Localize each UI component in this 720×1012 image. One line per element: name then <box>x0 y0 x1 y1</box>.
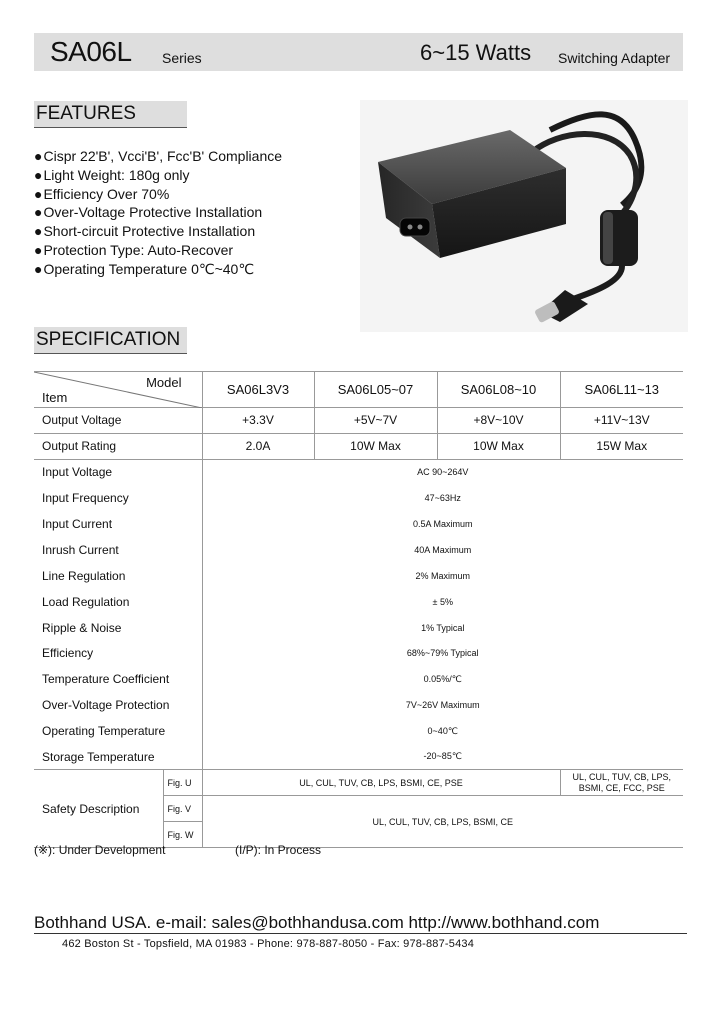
table-cell: 10W Max <box>437 433 560 459</box>
footer-company-line: Bothhand USA. e-mail: sales@bothhandusa.com http://www.bothhand.com <box>34 913 600 932</box>
title-bar <box>34 33 683 71</box>
table-row <box>34 641 683 667</box>
table-row <box>34 537 683 563</box>
bullet-icon: ● <box>34 166 43 183</box>
feature-item: ●Light Weight: 180g only <box>34 166 190 183</box>
features-heading: FEATURES <box>34 101 187 127</box>
table-row <box>34 408 683 434</box>
table-cell: 15W Max <box>560 433 683 459</box>
row-label: Output Voltage <box>34 408 202 434</box>
header-item-label: Item <box>42 390 68 405</box>
table-cell: 0.5A Maximum <box>202 511 683 537</box>
feature-item: ●Operating Temperature 0℃~40℃ <box>34 260 255 277</box>
feature-item: ●Protection Type: Auto-Recover <box>34 241 234 258</box>
specification-table <box>34 371 683 848</box>
row-label: Load Regulation <box>42 594 130 609</box>
row-label: Efficiency <box>42 646 94 661</box>
row-label: Output Rating <box>34 433 202 459</box>
row-label: Input Current <box>42 517 113 531</box>
table-cell: 10W Max <box>314 433 437 459</box>
table-cell: UL, CUL, TUV, CB, LPS, BSMI, CE, FCC, PSE <box>560 770 683 796</box>
bullet-icon: ● <box>34 241 43 258</box>
model-item-header-cell <box>34 372 202 408</box>
specification-heading: SPECIFICATION <box>34 327 187 353</box>
features-heading-rule <box>34 127 187 128</box>
table-cell: 2% Maximum <box>202 563 683 589</box>
table-notes <box>34 843 322 857</box>
fig-u-label: Fig. U <box>163 770 202 796</box>
product-model: SA06L <box>50 36 132 67</box>
row-label: Over-Voltage Protection <box>42 698 170 713</box>
row-label: Storage Temperature <box>34 744 202 770</box>
table-row <box>34 666 683 692</box>
specification-heading-rule <box>34 353 187 354</box>
table-row <box>34 433 683 459</box>
table-header-row <box>34 372 683 408</box>
note-under-development: (※): Under Development <box>34 843 166 857</box>
feature-item: ●Efficiency Over 70% <box>34 185 170 202</box>
table-row <box>34 589 683 615</box>
table-cell: 40A Maximum <box>202 537 683 563</box>
table-cell: ± 5% <box>202 589 683 615</box>
feature-item: ●Cispr 22'B', Vcci'B', Fcc'B' Compliance <box>34 148 283 164</box>
model-column-header: SA06L08~10 <box>437 372 560 408</box>
row-label: Ripple & Noise <box>42 620 122 635</box>
row-label: Line Regulation <box>42 568 126 583</box>
model-column-header: SA06L05~07 <box>314 372 437 408</box>
table-cell: 0.05%/℃ <box>202 666 683 692</box>
bullet-icon: ● <box>34 223 43 240</box>
row-label: Operating Temperature <box>42 724 166 739</box>
table-cell: 68%~79% Typical <box>202 641 683 667</box>
table-cell: UL, CUL, TUV, CB, LPS, BSMI, CE, PSE <box>202 770 560 796</box>
table-cell: UL, CUL, TUV, CB, LPS, BSMI, CE <box>202 796 683 848</box>
table-cell: +3.3V <box>202 408 314 434</box>
fig-v-label: Fig. V <box>163 796 202 822</box>
row-label: Safety Description <box>34 770 163 848</box>
row-label: Input Voltage <box>42 465 113 480</box>
table-row <box>34 718 683 744</box>
feature-item: ●Short-circuit Protective Installation <box>34 223 256 240</box>
table-row <box>34 692 683 718</box>
table-row <box>34 459 683 485</box>
footer-rule <box>34 933 687 934</box>
table-cell: 1% Typical <box>202 615 683 641</box>
table-cell: 0~40℃ <box>202 718 683 744</box>
row-label: Input Frequency <box>42 491 129 506</box>
model-column-header: SA06L3V3 <box>202 372 314 408</box>
table-cell: +8V~10V <box>437 408 560 434</box>
bullet-icon: ● <box>34 260 43 277</box>
row-label: Inrush Current <box>42 542 119 557</box>
wattage-range: 6~15 Watts <box>420 40 532 65</box>
footer-address: 462 Boston St - Topsfield, MA 01983 - Phone: 978-887-8050 - Fax: 978-887-5434 <box>62 938 475 950</box>
bullet-icon: ● <box>34 148 43 164</box>
series-label: Series <box>162 50 202 66</box>
model-column-header: SA06L11~13 <box>560 372 683 408</box>
table-row <box>34 744 683 770</box>
features-list <box>34 147 282 279</box>
table-row <box>34 563 683 589</box>
note-in-process: (I/P): In Process <box>235 843 322 857</box>
fig-w-label: Fig. W <box>163 822 202 848</box>
bullet-icon: ● <box>34 204 43 221</box>
table-cell: AC 90~264V <box>202 459 683 485</box>
table-row <box>34 615 683 641</box>
table-row <box>34 511 683 537</box>
header-model-label: Model <box>146 375 182 390</box>
adapter-product-image <box>360 100 688 332</box>
bullet-icon: ● <box>34 185 43 202</box>
table-cell: 2.0A <box>202 433 314 459</box>
feature-item: ●Over-Voltage Protective Installation <box>34 204 263 221</box>
table-cell: 7V~26V Maximum <box>202 692 683 718</box>
table-cell: -20~85℃ <box>202 744 683 770</box>
table-cell: 47~63Hz <box>202 485 683 511</box>
table-row <box>34 485 683 511</box>
table-cell: +5V~7V <box>314 408 437 434</box>
table-row <box>34 770 683 796</box>
table-cell: +11V~13V <box>560 408 683 434</box>
product-type: Switching Adapter <box>558 50 671 66</box>
row-label: Temperature Coefficient <box>42 672 170 687</box>
